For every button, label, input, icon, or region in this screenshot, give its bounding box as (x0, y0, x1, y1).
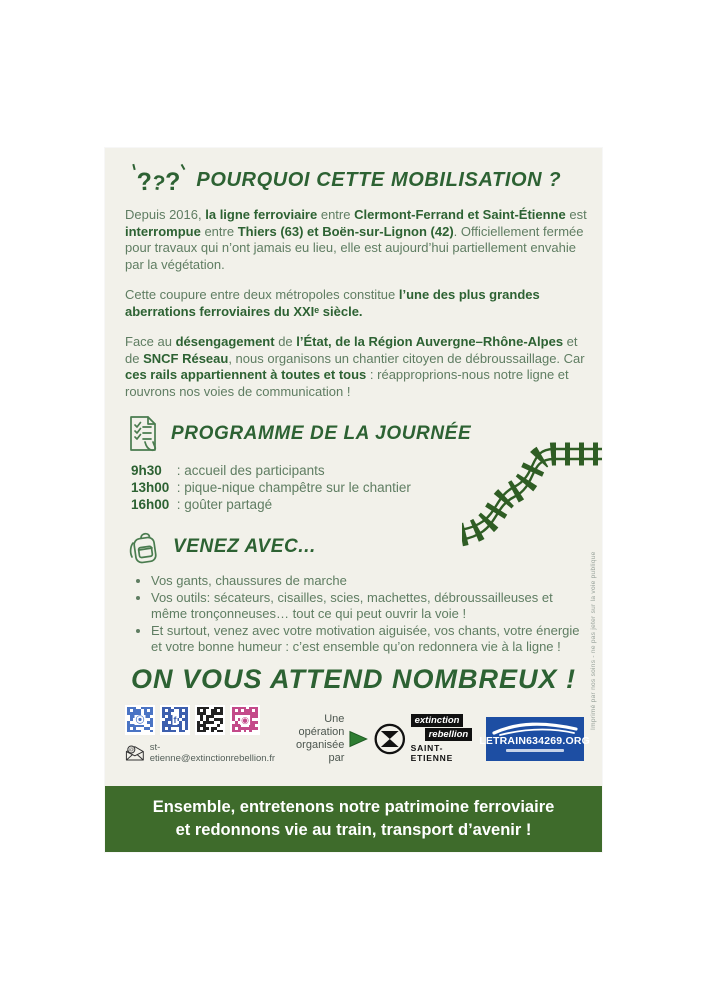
email-row (125, 742, 275, 764)
intro-paragraphs (125, 207, 587, 400)
letrain-logo (479, 717, 590, 761)
checklist-icon (125, 414, 161, 454)
xr-text-block (411, 714, 481, 763)
intro-paragraph: Cette coupure entre deux métropoles constitue l’une des plus grandes aberrations ferroviaires du XXIᵉ siècle. (125, 287, 540, 319)
programme-header (125, 414, 582, 454)
backpack-icon (125, 529, 163, 565)
qr-code-facebook (160, 705, 190, 735)
qr-code-instagram (230, 705, 260, 735)
venez-title: VENEZ AVEC... (173, 536, 316, 557)
banner-line1: Ensemble, entretenons notre patrimoine ferroviaire (152, 798, 555, 816)
venez-header (125, 529, 582, 565)
spark-mark (181, 164, 186, 170)
xr-word-rebellion: rebellion (425, 728, 473, 741)
schedule-item: 16h00 : goûter partagé (131, 497, 273, 512)
intro-paragraph: Face au désengagement de l’État, de la Région Auvergne–Rhône-Alpes et de SNCF Réseau, nous organisons un chantier citoyen de débroussaillage. Car ces rails appartiennent à toutes et tous : réapproprions-nous notre ligne et rouvrons nos voies de communication ! (125, 334, 585, 399)
train-wave-icon (490, 720, 580, 736)
intro-paragraph: Depuis 2016, la ligne ferroviaire entre Clermont-Ferrand et Saint-Étienne est interrompue entre Thiers (63) et Boën-sur-Lignon (42). Officiellement fermée pour travaux qui n’ont jamais eu lieu, elle est aujourd’hui partiellement envahie par la végétation. (125, 207, 587, 272)
banner-line2: et redonnons vie au train, transport d’avenir ! (175, 821, 532, 839)
contact-column (125, 705, 275, 764)
envelope-icon (125, 742, 145, 764)
qr-code-instagram-center-logo: ◉ (241, 714, 249, 725)
question-marks-icon: ??? (131, 164, 186, 197)
xr-symbol-icon (373, 721, 407, 757)
page-title: POURQUOI CETTE MOBILISATION ? (196, 169, 562, 191)
qr-code-dark (195, 705, 225, 735)
venez-bullet: • Et surtout, venez avec votre motivation aiguisée, vos chants, votre énergie et votre bonne humeur : c’est ensemble qu’on redonnera vie à la ligne ! (151, 623, 581, 656)
schedule-item: 13h00 : pique-nique champêtre sur le chantier (131, 480, 411, 495)
print-disclaimer: Imprimé par nos soins - ne pas jeter sur la voie publique (590, 551, 597, 730)
extinction-rebellion-logo (373, 714, 481, 763)
organised-by-label: Une opération organisée par (296, 712, 345, 764)
flyer-content (105, 148, 602, 786)
footer-row (125, 705, 590, 765)
cta-text: ON VOUS ATTEND NOMBREUX ! (130, 663, 576, 694)
venez-bullet: • Vos outils: sécateurs, cisailles, scies, machettes, débroussailleuses et même tronçonneuses… tout ce qui peut ouvrir la voie ! (151, 590, 581, 623)
arrow-right-icon (349, 729, 368, 749)
letrain-url: LETRAIN634269.ORG (479, 734, 590, 747)
at-symbol: @ (128, 747, 134, 753)
qr-code-website-blue-center-logo: ⦿ (135, 714, 145, 725)
contact-email: st-etienne@extinctionrebellion.fr (149, 741, 276, 764)
schedule-list (131, 462, 582, 513)
programme-title: PROGRAMME DE LA JOURNÉE (171, 423, 472, 444)
qr-code-facebook-center-logo: f (173, 714, 177, 725)
letrain-tagline (506, 749, 564, 752)
organisers-group (279, 712, 590, 765)
main-header (131, 164, 582, 197)
venez-bullet: • Vos gants, chaussures de marche (151, 573, 581, 590)
schedule-item: 9h30 : accueil des participants (131, 463, 325, 478)
bottom-banner (105, 786, 602, 852)
xr-city-label: SAINT-ETIENNE (410, 743, 454, 763)
flyer (105, 148, 602, 852)
qr-code-website-blue (125, 705, 155, 735)
xr-word-extinction: extinction (411, 714, 464, 727)
qr-code-row (125, 705, 275, 735)
venez-bullet-list (151, 573, 581, 656)
